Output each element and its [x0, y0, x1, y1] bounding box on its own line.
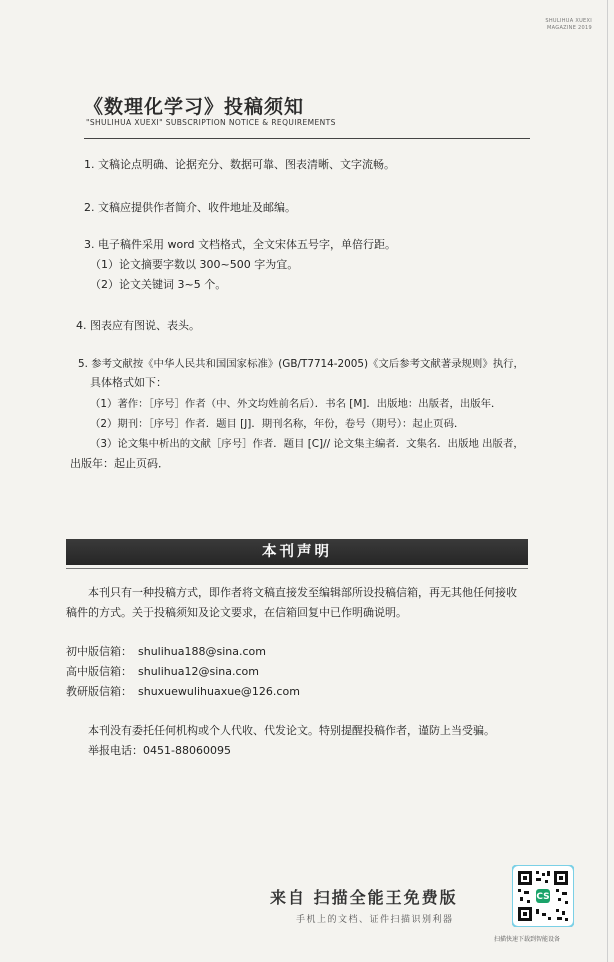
- requirement-3-sub-1: （1）论文摘要字数以 300~500 字为宜。: [90, 258, 299, 271]
- banner-underline: [66, 568, 528, 569]
- reference-format-proceedings-cont: 出版年：起止页码．: [70, 457, 169, 470]
- mailbox-label: 初中版信箱：: [66, 645, 132, 658]
- page-edge: [607, 0, 608, 962]
- hotline: [88, 744, 231, 758]
- svg-text:CS: CS: [536, 892, 550, 902]
- page-title: 《数理化学习》投稿须知: [84, 96, 305, 118]
- mailbox-senior: [66, 665, 259, 679]
- qr-caption: 扫描快速下载到智能设备: [494, 936, 561, 943]
- corner-line-2: MAGAZINE 2019: [547, 25, 592, 31]
- requirement-4: 4. 图表应有图说、表头。: [76, 319, 200, 332]
- requirement-1: 1. 文稿论点明确、论据充分、数据可靠、图表清晰、文字流畅。: [84, 158, 395, 171]
- email-link[interactable]: shulihua12@sina.com: [138, 665, 259, 678]
- scanner-tagline: 手机上的文档、证件扫描识别利器: [296, 915, 454, 925]
- email-link[interactable]: shuxuewulihuaxue@126.com: [138, 685, 300, 698]
- mailbox-label: 教研版信箱：: [66, 685, 132, 698]
- mailbox-research: [66, 685, 300, 699]
- requirement-5: 5. 参考文献按《中华人民共和国国家标准》(GB/T7714-2005)《文后参考文献著录规则》执行，: [78, 358, 524, 370]
- requirement-2: 2. 文稿应提供作者简介、收件地址及邮编。: [84, 201, 296, 214]
- requirement-5-intro: 具体格式如下：: [90, 376, 167, 389]
- scanner-watermark: 来自 扫描全能王免费版: [270, 888, 458, 907]
- reference-format-book: （1）著作：［序号］作者（中、外文均姓前名后）．书名 [M]．出版地：出版者，出版年．: [90, 398, 502, 410]
- qr-code-icon[interactable]: [512, 865, 574, 927]
- mailbox-junior: [66, 645, 266, 659]
- requirement-3: 3. 电子稿件采用 word 文档格式，全文宋体五号字，单倍行距。: [84, 238, 397, 251]
- reference-format-journal: （2）期刊：［序号］作者．题目 [J]．期刊名称，年份，卷号（期号）：起止页码．: [90, 418, 465, 430]
- hotline-label: 举报电话：: [88, 744, 143, 757]
- corner-header: [545, 18, 592, 32]
- requirement-3-sub-2: （2）论文关键词 3~5 个。: [90, 278, 227, 291]
- email-link[interactable]: shulihua188@sina.com: [138, 645, 266, 658]
- statement-paragraph-1: 本刊只有一种投稿方式，即作者将文稿直接发至编辑部所设投稿信箱，再无其他任何接收: [88, 586, 517, 599]
- mailbox-label: 高中版信箱：: [66, 665, 132, 678]
- statement-paragraph-2: 稿件的方式。关于投稿须知及论文要求，在信箱回复中已作明确说明。: [66, 606, 407, 619]
- statement-banner: 本刊声明: [66, 539, 528, 565]
- hotline-number: 0451-88060095: [143, 744, 231, 757]
- page-subtitle: "SHULIHUA XUEXI" SUBSCRIPTION NOTICE & REQUIREMENTS: [86, 118, 336, 127]
- agent-warning: 本刊没有委托任何机构或个人代收、代发论文。特别提醒投稿作者，谨防上当受骗。: [88, 724, 495, 737]
- title-divider: [84, 138, 530, 139]
- corner-line-1: SHULIHUA XUEXI: [545, 18, 592, 24]
- reference-format-proceedings: （3）论文集中析出的文献［序号］作者．题目 [C]// 论文集主编者．文集名．出版地 出版者，: [90, 438, 524, 450]
